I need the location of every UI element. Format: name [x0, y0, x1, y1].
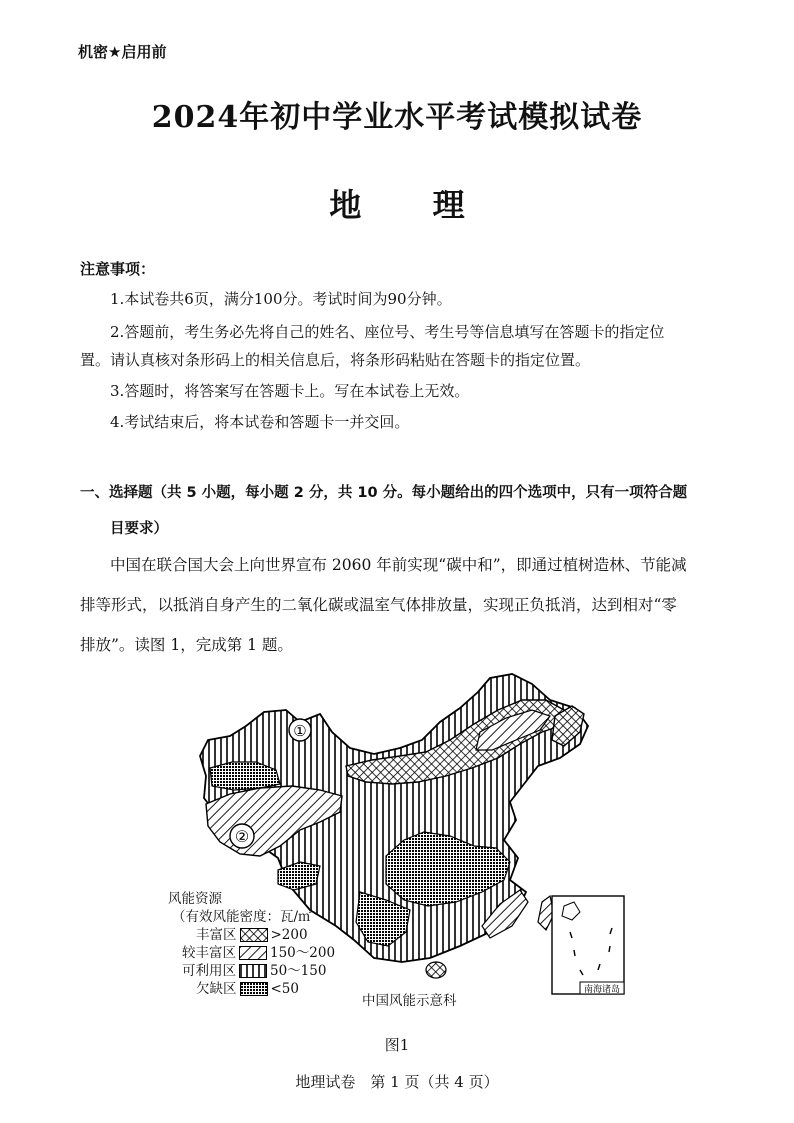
notice-item-2-cont: 置。请认真核对条形码上的相关信息后，将条形码粘贴在答题卡的指定位置。: [80, 351, 591, 369]
legend-title: 风能资源: [168, 891, 222, 907]
legend-row-poor: [168, 980, 335, 998]
exam-title: 2024年初中学业水平考试模拟试卷: [151, 100, 643, 135]
map-legend: [168, 890, 335, 998]
region-marker-1: ①: [293, 722, 307, 740]
legend-rich-range: >200: [270, 927, 308, 943]
legend-fairly-rich-range: 150～200: [270, 945, 336, 961]
section-title-cont: 目要求）: [110, 521, 168, 537]
notice-item-4: 4.考试结束后，将本试卷和答题卡一并交回。: [110, 413, 410, 431]
legend-poor-range: <50: [270, 981, 299, 997]
diagonal-swatch-icon: [239, 946, 267, 960]
notice-item-1: 1.本试卷共6页，满分100分。考试时间为90分钟。: [110, 290, 452, 308]
notice-heading: 注意事项：: [80, 260, 156, 278]
passage-line-1: 中国在联合国大会上向世界宣布 2060 年前实现“碳中和”，即通过植树造林、节能减: [110, 556, 687, 574]
legend-usable-name: 可利用区: [182, 963, 236, 979]
confidential-label: 机密★启用前: [78, 43, 167, 61]
legend-row-rich: [168, 926, 335, 944]
legend-poor-name: 欠缺区: [196, 981, 237, 997]
section-title: 一、选择题（共 5 小题，每小题 2 分，共 10 分。每小题给出的四个选项中，只有一项符合题: [80, 485, 688, 501]
subject-title: 地 理: [329, 186, 495, 224]
map-caption: 中国风能示意科: [362, 993, 457, 1009]
notice-item-2: 2.答题前，考生务必先将自己的姓名、座位号、考生号等信息填写在答题卡的指定位: [110, 323, 665, 341]
legend-row-fairly-rich: [168, 944, 335, 962]
page-footer: 地理试卷 第 1 页（共 4 页）: [295, 1073, 499, 1091]
region-marker-2: ②: [234, 827, 250, 846]
figure-label: 图1: [384, 1036, 410, 1054]
hainan-island: [426, 962, 446, 978]
dotted-swatch-icon: [240, 982, 268, 996]
vertical-swatch-icon: [239, 964, 267, 978]
legend-fairly-rich-name: 较丰富区: [182, 945, 236, 961]
passage-line-3: 排放”。读图 1，完成第 1 题。: [80, 636, 293, 654]
legend-usable-range: 50～150: [270, 963, 327, 979]
legend-row-usable: [168, 962, 335, 980]
legend-subtitle: （有效风能密度：瓦/㎡: [172, 909, 312, 925]
passage-line-2: 排等形式，以抵消自身产生的二氧化碳或温室气体排放量，实现正负抵消，达到相对“零: [80, 596, 677, 614]
legend-rich-name: 丰富区: [196, 927, 237, 943]
notice-item-3: 3.答题时，将答案写在答题卡上。写在本试卷上无效。: [110, 382, 470, 400]
inset-label: 南海诸岛: [583, 985, 621, 995]
crosshatch-swatch-icon: [240, 928, 268, 942]
